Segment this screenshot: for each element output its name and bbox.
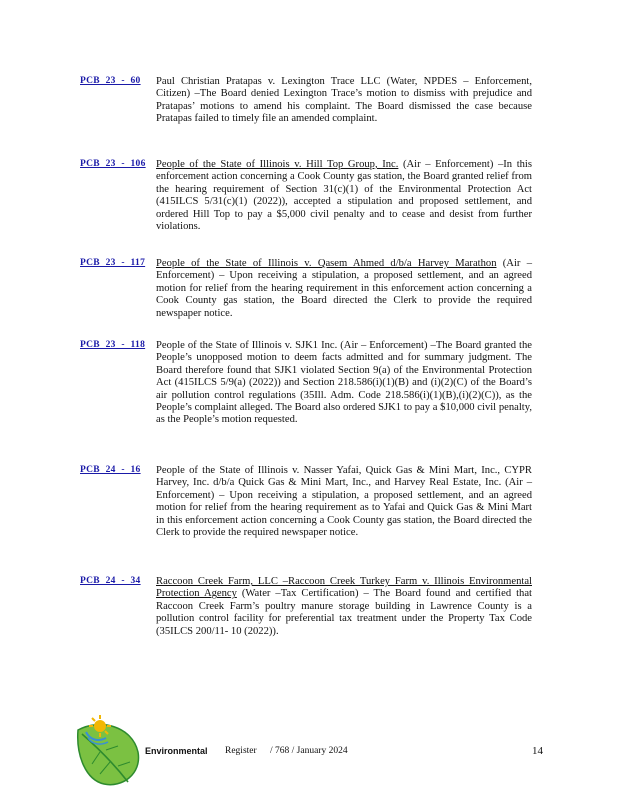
- case-text: (Air – Enforcement) – Upon receiving a stipulation, a proposed settlement, and an agreed motion for relief from the hearing requirement in this enforcement action concerning a Cook County gas station, the Board directed the Clerk to provide the required newspaper notice.: [156, 258, 533, 319]
- case-summary: [156, 258, 532, 320]
- case-number-link[interactable]: PCB 23 - 60: [80, 76, 141, 86]
- case-number-link[interactable]: PCB 23 - 106: [80, 159, 146, 169]
- case-number-link[interactable]: PCB 23 - 118: [80, 340, 146, 350]
- case-text: Paul Christian Pratapas v. Lexington Trace LLC (Water, NPDES – Enforcement, Citizen) –The Board denied Lexington Trace’s motion to dismiss with prejudice and Pratapas’ motions to amend his complaint. The Board dismissed the case because Pratapas failed to timely file an amended complaint.: [156, 76, 532, 125]
- case-summary: [156, 465, 532, 539]
- case-summary: [156, 159, 532, 233]
- case-text: People of the State of Illinois v. Nasser Yafai, Quick Gas & Mini Mart, Inc., CYPR Harvey, Inc. d/b/a Quick Gas & Mini Mart, Inc., and Harvey Real Estate, Inc. (Air – Enforcement) – Upon receiving a stipulation, a proposed settlement, and an agreed motion for relief from the hearing requirement as to Yafai and Quick Gas & Mini Mart in this enforcement action concerning a Cook County gas station, the Board directed the Clerk to provide the required newspaper notice.: [156, 465, 532, 539]
- case-title: People of the State of Illinois v. Qasem Ahmed d/b/a Harvey Marathon: [156, 258, 497, 269]
- case-number-link[interactable]: PCB 23 - 117: [80, 258, 146, 268]
- footer-issue: / 768 / January 2024: [270, 746, 348, 756]
- case-summary: [156, 576, 532, 638]
- case-text: People of the State of Illinois v. SJK1 Inc. (Air – Enforcement) –The Board granted the People’s unopposed motion to deem facts admitted and for summary judgment. The Board therefore found that SJK1 violated Section 9(a) of the Environmental Protection Act (415ILCS 5/9(a) (2022)) and Section 218.586(i)(1)(B) and (i)(2)(C) of the Board’s air pollution control regulations (35Ill. Adm. Code 218.586(i)(1)(B),(i)(2)(C)), as the People’s complaint alleged. The Board also ordered SJK1 to pay a $10,000 civil penalty, as the People’s motion requested.: [156, 340, 532, 426]
- case-number-link[interactable]: PCB 24 - 16: [80, 465, 141, 475]
- footer-register: Register: [225, 746, 257, 756]
- leaf-sun-logo-icon: [70, 712, 148, 790]
- case-title: Raccoon Creek Farm, LLC –Raccoon Creek Turkey Farm v. Illinois Environmental Protection Agency: [156, 576, 532, 600]
- case-text: (Water –Tax Certification) – The Board found and certified that Raccoon Creek Farm’s poultry manure storage building in Lawrence County is a pollution control facility for preferential tax treatment under the Property Tax Code (35ILCS 200/11- 10 (2022)).: [156, 588, 532, 637]
- page-number: 14: [532, 745, 543, 757]
- footer-publication: Environmental: [145, 746, 208, 756]
- case-text: (Air – Enforcement) –In this enforcement action concerning a Cook County gas station, the Board granted relief from the hearing requirement of Section 31(c)(1) of the Environmental Protection Act (415ILCS 5/31(c)(1) (2022)), accepted a stipulation and proposed settlement, and ordered Hill Top to pay a $5,000 civil penalty and to cease and desist from further violations.: [156, 159, 532, 233]
- case-summary: [156, 76, 532, 126]
- case-title: People of the State of Illinois v. Hill Top Group, Inc.: [156, 159, 399, 170]
- case-number-link[interactable]: PCB 24 - 34: [80, 576, 141, 586]
- case-summary: [156, 340, 532, 427]
